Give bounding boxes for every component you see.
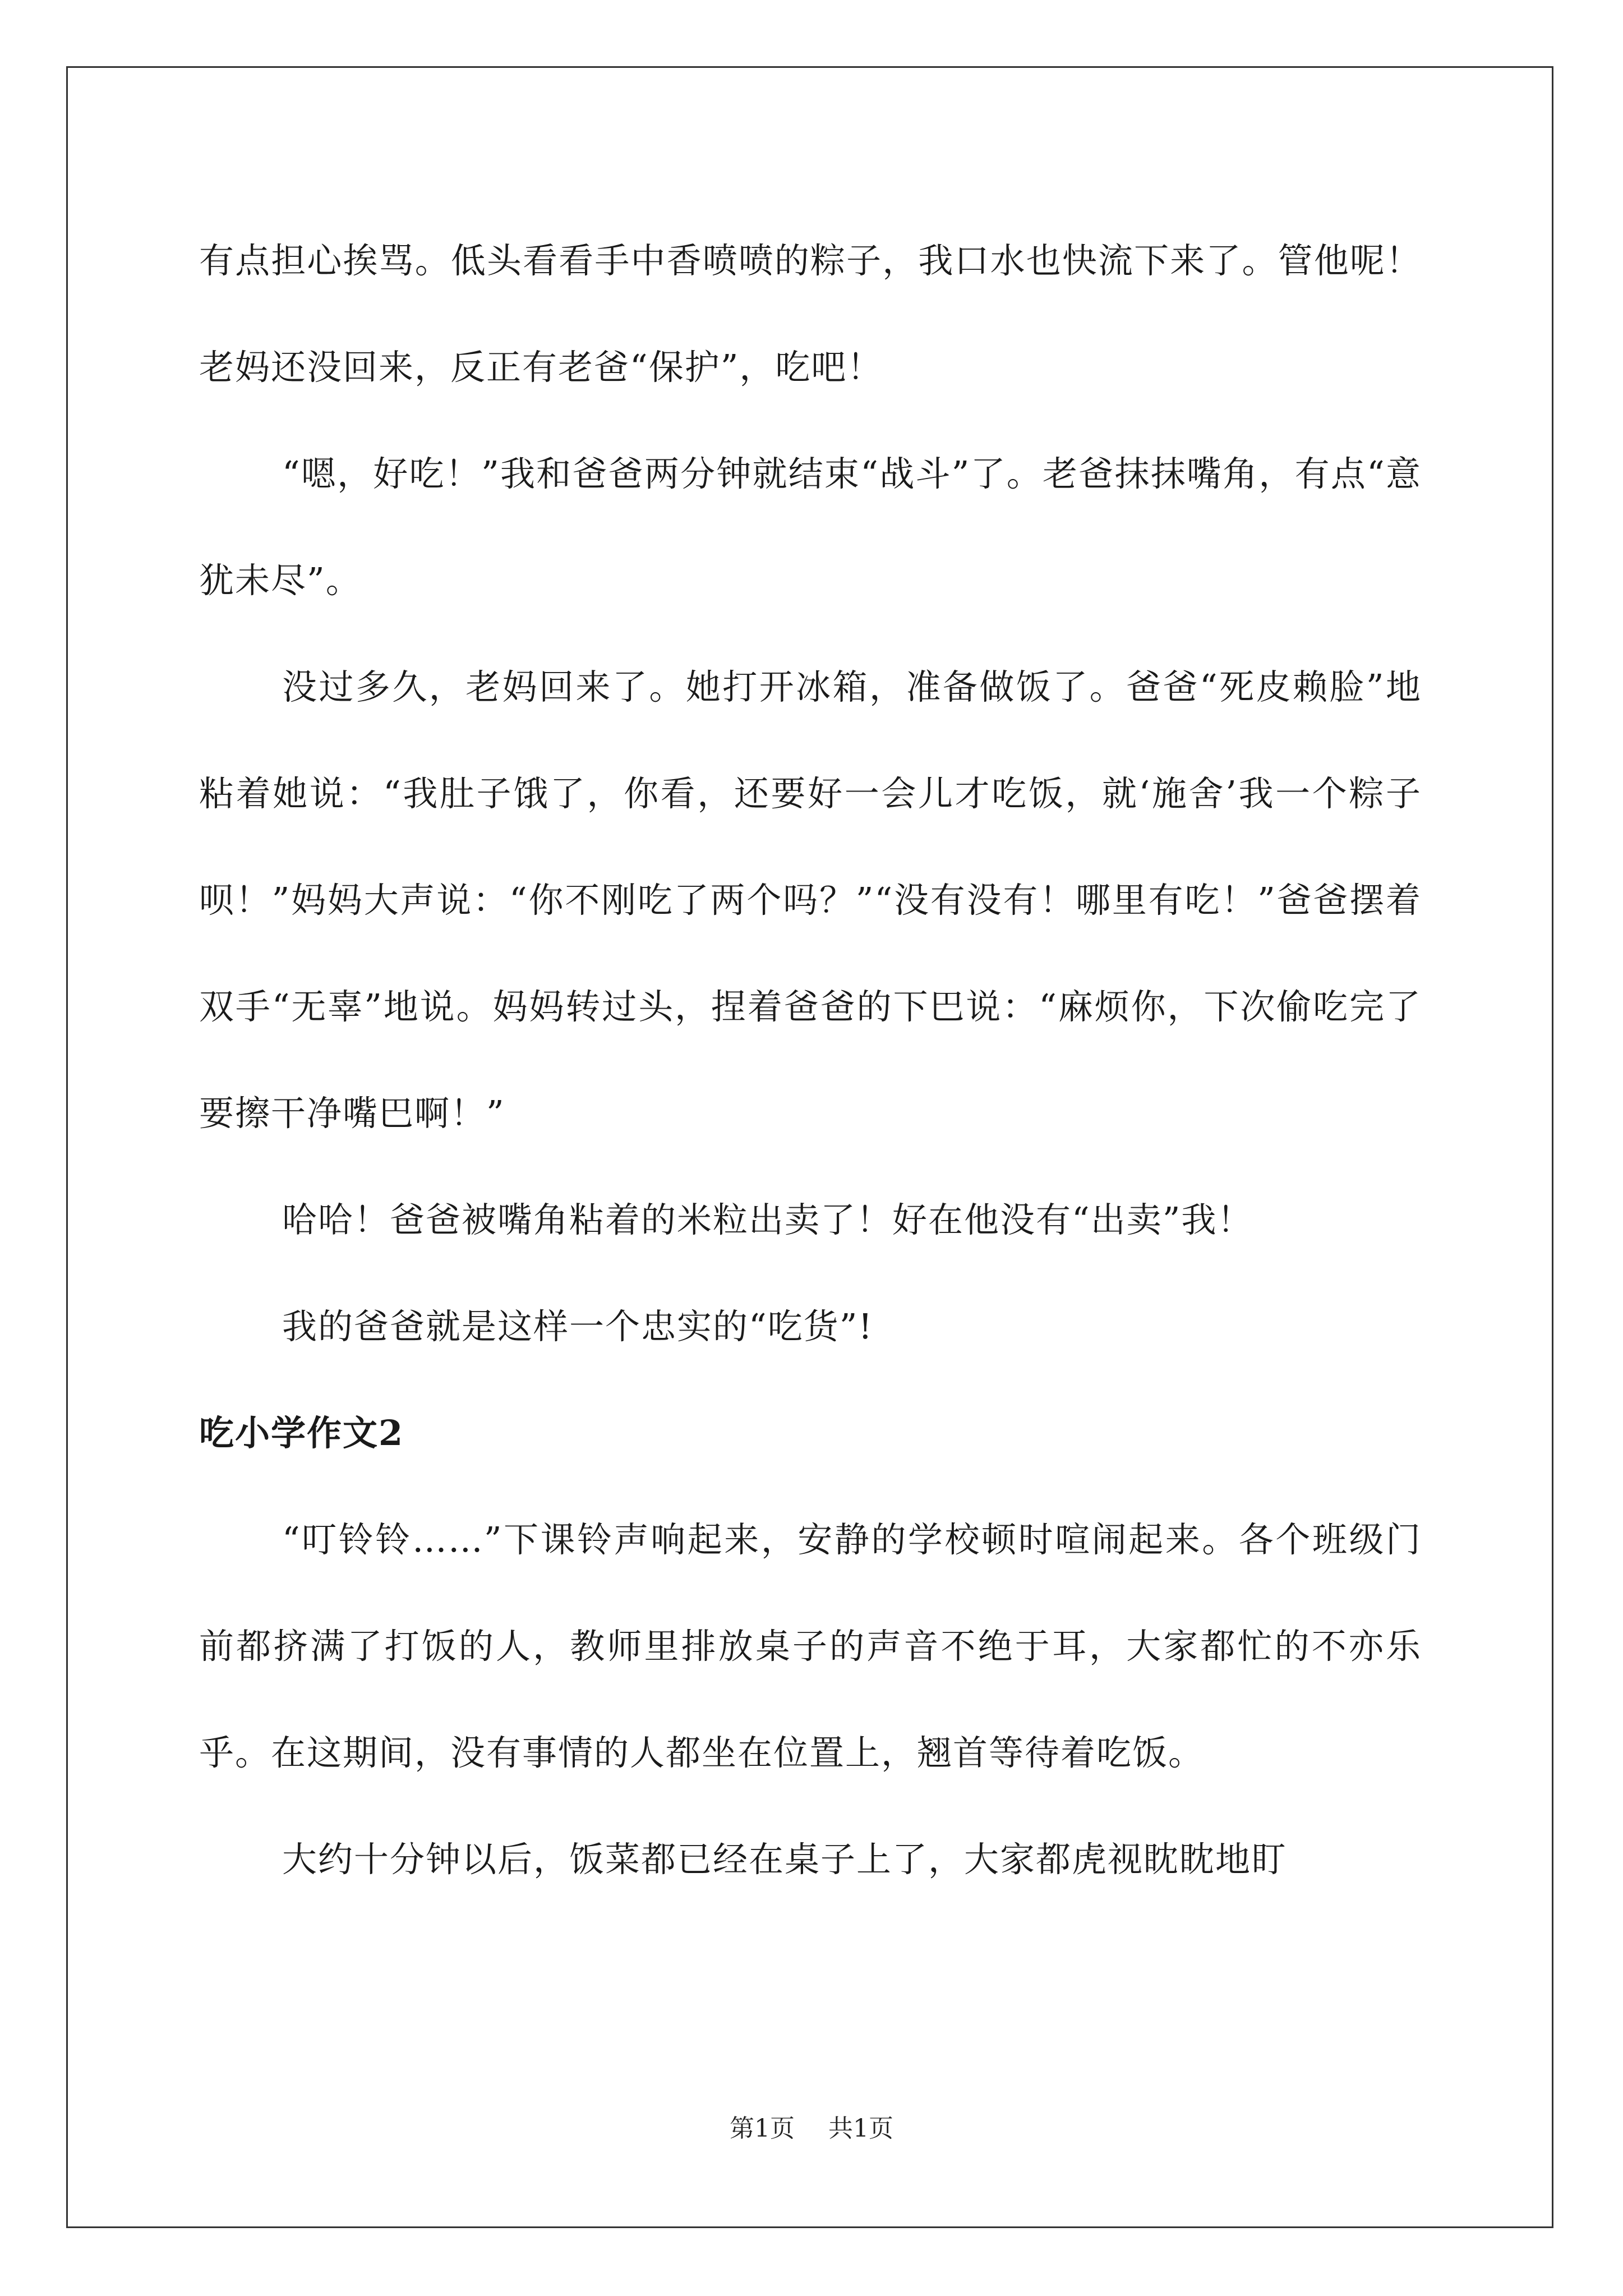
section-title: 吃小学作文2 (199, 1412, 404, 1453)
paragraph: 没过多久，老妈回来了。她打开冰箱，准备做饭了。爸爸“死皮赖脸”地粘着她说：“我肚子饿了，你看，还要好一会儿才吃饭，就‘施舍’我一个粽子呗！”妈妈大声说：“你不刚吃了两个吗？”“没有没有！哪里有吃！”爸爸摆着双手“无辜”地说。妈妈转过头，捏着爸爸的下巴说：“麻烦你，下次偷吃完了要擦干净嘴巴啊！” (199, 666, 1422, 1134)
paragraph: 大约十分钟以后，饭菜都已经在桌子上了，大家都虎视眈眈地盯 (282, 1839, 1288, 1880)
paragraph: 我的爸爸就是这样一个忠实的“吃货”! (282, 1306, 874, 1347)
page-total: 共1页 (828, 2114, 893, 2143)
page-footer (0, 2108, 1623, 2144)
paragraph: “嗯，好吃！”我和爸爸两分钟就结束“战斗”了。老爸抹抹嘴角，有点“意犹未尽”。 (199, 453, 1422, 601)
document-body (199, 208, 1422, 1913)
paragraph: 哈哈！爸爸被嘴角粘着的米粒出卖了！好在他没有“出卖”我！ (282, 1199, 1253, 1240)
page-number: 第1页 (730, 2114, 795, 2143)
paragraph: 有点担心挨骂。低头看看手中香喷喷的粽子，我口水也快流下来了。管他呢！老妈还没回来，反正有老爸“保护”，吃吧！ (199, 240, 1422, 388)
paragraph: “叮铃铃……”下课铃声响起来，安静的学校顿时喧闹起来。各个班级门前都挤满了打饭的人，教师里排放桌子的声音不绝于耳，大家都忙的不亦乐乎。在这期间，没有事情的人都坐在位置上，翘首等待着吃饭。 (199, 1519, 1422, 1773)
